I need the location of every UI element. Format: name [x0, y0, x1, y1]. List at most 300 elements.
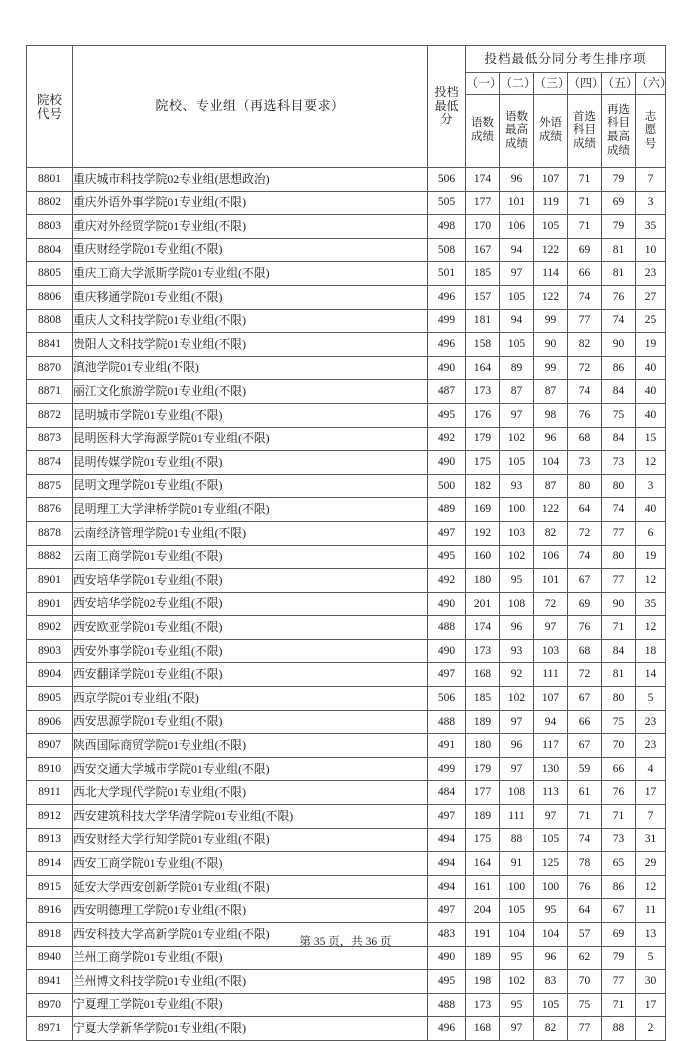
- cell-min-score: 505: [428, 191, 466, 215]
- cell-min-score: 496: [428, 285, 466, 309]
- cell-rank-5: 86: [602, 356, 636, 380]
- cell-rank-5: 66: [602, 757, 636, 781]
- rank-label-6-seg3: 号: [644, 137, 657, 150]
- cell-rank-1: 161: [466, 875, 500, 899]
- table-header: [27, 46, 673, 168]
- cell-school-code: 8901: [27, 592, 73, 616]
- cell-rank-3: 99: [534, 309, 568, 333]
- cell-rank-6: 40: [636, 356, 666, 380]
- table-row: [27, 215, 666, 239]
- cell-rank-4: 74: [568, 285, 602, 309]
- cell-rank-4: 74: [568, 828, 602, 852]
- cell-rank-4: 59: [568, 757, 602, 781]
- cell-rank-3: 83: [534, 970, 568, 994]
- table-row: [27, 498, 666, 522]
- header-rank-num-1: （一）: [466, 73, 500, 95]
- cell-school-major-group: 云南工商学院01专业组(不限): [73, 545, 428, 569]
- cell-rank-1: 157: [466, 285, 500, 309]
- cell-school-code: 8871: [27, 380, 73, 404]
- cell-rank-3: 105: [534, 828, 568, 852]
- header-school-major-group: 院校、专业组（再选科目要求）: [73, 46, 428, 168]
- cell-school-major-group: 重庆人文科技学院01专业组(不限): [73, 309, 428, 333]
- cell-rank-4: 68: [568, 639, 602, 663]
- cell-rank-6: 12: [636, 616, 666, 640]
- header-rank-label-foreign-language: [534, 95, 568, 168]
- cell-rank-1: 191: [466, 923, 500, 947]
- rank-label-3-seg2: 成绩: [539, 131, 562, 143]
- cell-rank-2: 108: [500, 781, 534, 805]
- cell-rank-2: 95: [500, 569, 534, 593]
- cell-rank-3: 113: [534, 781, 568, 805]
- cell-rank-5: 71: [602, 616, 636, 640]
- cell-school-major-group: 西安翻译学院01专业组(不限): [73, 663, 428, 687]
- table-row: [27, 474, 666, 498]
- cell-school-code: 8872: [27, 403, 73, 427]
- table-row: [27, 1017, 666, 1041]
- cell-school-code: 8904: [27, 663, 73, 687]
- header-row-group: [27, 46, 666, 73]
- cell-rank-3: 106: [534, 545, 568, 569]
- cell-rank-6: 2: [636, 1017, 666, 1041]
- cell-rank-2: 96: [500, 616, 534, 640]
- cell-rank-1: 167: [466, 238, 500, 262]
- cell-rank-5: 67: [602, 899, 636, 923]
- cell-rank-5: 77: [602, 970, 636, 994]
- cell-rank-1: 176: [466, 403, 500, 427]
- cell-min-score: 498: [428, 215, 466, 239]
- cell-rank-6: 31: [636, 828, 666, 852]
- cell-rank-3: 103: [534, 639, 568, 663]
- cell-rank-2: 96: [500, 734, 534, 758]
- cell-rank-4: 71: [568, 168, 602, 192]
- cell-rank-2: 100: [500, 875, 534, 899]
- cell-rank-2: 111: [500, 805, 534, 829]
- cell-rank-3: 104: [534, 923, 568, 947]
- cell-school-major-group: 西安思源学院01专业组(不限): [73, 710, 428, 734]
- cell-min-score: 492: [428, 569, 466, 593]
- header-rank-num-5: （五）: [602, 73, 636, 95]
- header-rank-num-6: （六）: [636, 73, 666, 95]
- cell-min-score: 501: [428, 262, 466, 286]
- table-row: [27, 734, 666, 758]
- cell-rank-3: 97: [534, 616, 568, 640]
- cell-rank-6: 14: [636, 663, 666, 687]
- cell-school-code: 8876: [27, 498, 73, 522]
- table-row: [27, 191, 666, 215]
- cell-rank-4: 78: [568, 852, 602, 876]
- table-row: [27, 828, 666, 852]
- cell-rank-2: 94: [500, 309, 534, 333]
- cell-rank-3: 107: [534, 687, 568, 711]
- cell-rank-6: 7: [636, 168, 666, 192]
- table-row: [27, 451, 666, 475]
- rank-label-4-seg2: 科目: [573, 124, 596, 137]
- cell-school-code: 8911: [27, 781, 73, 805]
- cell-rank-1: 170: [466, 215, 500, 239]
- cell-rank-3: 82: [534, 521, 568, 545]
- rank-label-5-seg4: 成绩: [607, 144, 630, 157]
- cell-min-score: 490: [428, 592, 466, 616]
- header-min-score-line2: 最低: [434, 98, 459, 113]
- table-row: [27, 993, 666, 1017]
- cell-rank-5: 80: [602, 474, 636, 498]
- cell-rank-1: 174: [466, 168, 500, 192]
- table-row: [27, 168, 666, 192]
- cell-rank-6: 11: [636, 899, 666, 923]
- cell-rank-2: 102: [500, 687, 534, 711]
- cell-rank-6: 18: [636, 639, 666, 663]
- cell-rank-2: 106: [500, 215, 534, 239]
- cell-school-major-group: 西京学院01专业组(不限): [73, 687, 428, 711]
- cell-rank-6: 12: [636, 875, 666, 899]
- rank-label-5-seg1: 再选: [607, 103, 630, 116]
- cell-rank-3: 117: [534, 734, 568, 758]
- cell-school-major-group: 西北大学现代学院01专业组(不限): [73, 781, 428, 805]
- cell-min-score: 491: [428, 734, 466, 758]
- cell-rank-1: 189: [466, 805, 500, 829]
- cell-min-score: 496: [428, 1017, 466, 1041]
- cell-school-major-group: 重庆对外经贸学院01专业组(不限): [73, 215, 428, 239]
- cell-rank-6: 23: [636, 710, 666, 734]
- cell-rank-6: 19: [636, 545, 666, 569]
- cell-rank-3: 107: [534, 168, 568, 192]
- table-row: [27, 781, 666, 805]
- table-row: [27, 262, 666, 286]
- cell-rank-6: 30: [636, 970, 666, 994]
- rank-label-3-seg1: 外语: [539, 117, 562, 130]
- table-row: [27, 946, 666, 970]
- cell-rank-1: 174: [466, 616, 500, 640]
- cell-school-major-group: 云南经济管理学院01专业组(不限): [73, 521, 428, 545]
- cell-rank-2: 91: [500, 852, 534, 876]
- cell-min-score: 496: [428, 333, 466, 357]
- cell-school-code: 8874: [27, 451, 73, 475]
- cell-rank-2: 102: [500, 970, 534, 994]
- table-row: [27, 663, 666, 687]
- cell-school-code: 8906: [27, 710, 73, 734]
- cell-min-score: 494: [428, 828, 466, 852]
- cell-rank-1: 168: [466, 663, 500, 687]
- cell-school-code: 8940: [27, 946, 73, 970]
- cell-rank-6: 25: [636, 309, 666, 333]
- cell-min-score: 497: [428, 521, 466, 545]
- cell-rank-5: 70: [602, 734, 636, 758]
- cell-rank-4: 68: [568, 427, 602, 451]
- cell-rank-6: 3: [636, 474, 666, 498]
- admission-score-table: [26, 45, 673, 1041]
- cell-rank-6: 5: [636, 946, 666, 970]
- cell-rank-2: 88: [500, 828, 534, 852]
- cell-rank-5: 81: [602, 663, 636, 687]
- cell-rank-4: 71: [568, 805, 602, 829]
- cell-rank-1: 173: [466, 639, 500, 663]
- cell-min-score: 494: [428, 875, 466, 899]
- rank-label-4-seg3: 成绩: [573, 137, 596, 150]
- cell-rank-1: 185: [466, 687, 500, 711]
- cell-school-code: 8841: [27, 333, 73, 357]
- cell-rank-6: 35: [636, 592, 666, 616]
- cell-rank-6: 23: [636, 262, 666, 286]
- cell-school-major-group: 昆明理工大学津桥学院01专业组(不限): [73, 498, 428, 522]
- cell-rank-6: 40: [636, 498, 666, 522]
- cell-rank-4: 72: [568, 356, 602, 380]
- cell-school-code: 8915: [27, 875, 73, 899]
- cell-rank-3: 96: [534, 427, 568, 451]
- cell-rank-1: 185: [466, 262, 500, 286]
- cell-rank-3: 87: [534, 474, 568, 498]
- header-school-code-line1: 院校: [36, 92, 62, 107]
- cell-rank-5: 90: [602, 333, 636, 357]
- cell-rank-2: 97: [500, 403, 534, 427]
- cell-rank-5: 74: [602, 309, 636, 333]
- rank-label-1-seg2: 成绩: [471, 131, 494, 143]
- cell-rank-1: 168: [466, 1017, 500, 1041]
- table-row: [27, 970, 666, 994]
- cell-rank-1: 182: [466, 474, 500, 498]
- cell-school-major-group: 西安工商学院01专业组(不限): [73, 852, 428, 876]
- cell-min-score: 506: [428, 168, 466, 192]
- cell-rank-4: 64: [568, 899, 602, 923]
- cell-rank-5: 77: [602, 521, 636, 545]
- header-rank-num-2: （二）: [500, 73, 534, 95]
- cell-school-code: 8907: [27, 734, 73, 758]
- cell-rank-3: 101: [534, 569, 568, 593]
- rank-label-1-seg1: 语数: [471, 117, 494, 130]
- cell-rank-2: 102: [500, 545, 534, 569]
- cell-rank-3: 119: [534, 191, 568, 215]
- cell-rank-2: 97: [500, 710, 534, 734]
- cell-school-code: 8803: [27, 215, 73, 239]
- header-min-score-line1: 投档: [434, 85, 459, 100]
- cell-rank-6: 23: [636, 734, 666, 758]
- cell-school-code: 8878: [27, 521, 73, 545]
- cell-rank-4: 75: [568, 993, 602, 1017]
- cell-rank-2: 96: [500, 168, 534, 192]
- cell-min-score: 494: [428, 852, 466, 876]
- cell-rank-4: 74: [568, 380, 602, 404]
- rank-label-5-seg3: 最高: [607, 131, 630, 143]
- cell-rank-1: 164: [466, 852, 500, 876]
- cell-rank-4: 72: [568, 663, 602, 687]
- cell-rank-5: 71: [602, 993, 636, 1017]
- cell-school-code: 8804: [27, 238, 73, 262]
- cell-rank-4: 57: [568, 923, 602, 947]
- cell-rank-6: 4: [636, 757, 666, 781]
- cell-school-major-group: 兰州工商学院01专业组(不限): [73, 946, 428, 970]
- cell-rank-1: 180: [466, 734, 500, 758]
- cell-rank-4: 76: [568, 875, 602, 899]
- table-row: [27, 380, 666, 404]
- cell-school-code: 8941: [27, 970, 73, 994]
- cell-rank-5: 81: [602, 262, 636, 286]
- header-rank-label-primary-subject: [568, 95, 602, 168]
- table-row: [27, 545, 666, 569]
- cell-rank-6: 29: [636, 852, 666, 876]
- cell-rank-3: 130: [534, 757, 568, 781]
- table-row: [27, 285, 666, 309]
- cell-rank-5: 69: [602, 923, 636, 947]
- table-row: [27, 403, 666, 427]
- cell-school-code: 8912: [27, 805, 73, 829]
- cell-rank-5: 90: [602, 592, 636, 616]
- cell-school-code: 8902: [27, 616, 73, 640]
- cell-min-score: 490: [428, 451, 466, 475]
- cell-min-score: 488: [428, 616, 466, 640]
- header-rank-label-secondary-subject-highest: [602, 95, 636, 168]
- cell-min-score: 490: [428, 946, 466, 970]
- cell-min-score: 495: [428, 545, 466, 569]
- cell-min-score: 488: [428, 710, 466, 734]
- rank-label-2-seg3: 成绩: [505, 137, 528, 150]
- cell-rank-6: 3: [636, 191, 666, 215]
- cell-rank-5: 84: [602, 427, 636, 451]
- table-row: [27, 356, 666, 380]
- header-min-score: [428, 46, 466, 168]
- cell-rank-4: 72: [568, 521, 602, 545]
- cell-rank-3: 96: [534, 946, 568, 970]
- header-rank-num-4: （四）: [568, 73, 602, 95]
- cell-rank-1: 164: [466, 356, 500, 380]
- cell-min-score: 484: [428, 781, 466, 805]
- cell-rank-3: 98: [534, 403, 568, 427]
- cell-school-code: 8913: [27, 828, 73, 852]
- cell-rank-1: 189: [466, 946, 500, 970]
- cell-school-code: 8870: [27, 356, 73, 380]
- table-row: [27, 333, 666, 357]
- rank-label-6-seg1: 志: [644, 110, 657, 123]
- cell-school-code: 8970: [27, 993, 73, 1017]
- cell-min-score: 487: [428, 380, 466, 404]
- cell-school-major-group: 西安科技大学高新学院01专业组(不限): [73, 923, 428, 947]
- cell-rank-4: 71: [568, 191, 602, 215]
- cell-school-major-group: 昆明城市学院01专业组(不限): [73, 403, 428, 427]
- cell-rank-4: 66: [568, 262, 602, 286]
- cell-school-major-group: 陕西国际商贸学院01专业组(不限): [73, 734, 428, 758]
- cell-rank-2: 97: [500, 262, 534, 286]
- cell-school-major-group: 宁夏大学新华学院01专业组(不限): [73, 1017, 428, 1041]
- cell-school-major-group: 宁夏理工学院01专业组(不限): [73, 993, 428, 1017]
- cell-rank-5: 88: [602, 1017, 636, 1041]
- cell-school-major-group: 西安财经大学行知学院01专业组(不限): [73, 828, 428, 852]
- cell-min-score: 499: [428, 757, 466, 781]
- cell-rank-2: 105: [500, 899, 534, 923]
- header-rank-group-title: 投档最低分同分考生排序项: [466, 46, 666, 73]
- cell-rank-2: 105: [500, 333, 534, 357]
- cell-rank-1: 198: [466, 970, 500, 994]
- cell-rank-1: 169: [466, 498, 500, 522]
- cell-min-score: 506: [428, 687, 466, 711]
- cell-rank-2: 103: [500, 521, 534, 545]
- cell-school-code: 8910: [27, 757, 73, 781]
- cell-school-major-group: 延安大学西安创新学院01专业组(不限): [73, 875, 428, 899]
- cell-rank-5: 69: [602, 191, 636, 215]
- cell-rank-4: 69: [568, 238, 602, 262]
- cell-rank-4: 64: [568, 498, 602, 522]
- cell-school-major-group: 西安外事学院01专业组(不限): [73, 639, 428, 663]
- cell-school-major-group: 西安欧亚学院01专业组(不限): [73, 616, 428, 640]
- cell-rank-4: 66: [568, 710, 602, 734]
- cell-rank-5: 65: [602, 852, 636, 876]
- cell-min-score: 483: [428, 923, 466, 947]
- cell-rank-4: 61: [568, 781, 602, 805]
- cell-rank-4: 62: [568, 946, 602, 970]
- cell-rank-2: 108: [500, 592, 534, 616]
- cell-rank-6: 10: [636, 238, 666, 262]
- cell-rank-4: 69: [568, 592, 602, 616]
- cell-school-code: 8914: [27, 852, 73, 876]
- cell-rank-3: 114: [534, 262, 568, 286]
- cell-rank-6: 12: [636, 569, 666, 593]
- rank-label-5-seg2: 科目: [607, 117, 630, 130]
- cell-rank-5: 81: [602, 238, 636, 262]
- cell-school-code: 8971: [27, 1017, 73, 1041]
- cell-rank-4: 70: [568, 970, 602, 994]
- cell-rank-1: 160: [466, 545, 500, 569]
- cell-rank-5: 84: [602, 639, 636, 663]
- cell-rank-3: 99: [534, 356, 568, 380]
- cell-rank-3: 104: [534, 451, 568, 475]
- cell-rank-3: 90: [534, 333, 568, 357]
- cell-rank-4: 67: [568, 569, 602, 593]
- cell-school-major-group: 兰州博文科技学院01专业组(不限): [73, 970, 428, 994]
- cell-rank-3: 72: [534, 592, 568, 616]
- cell-rank-1: 158: [466, 333, 500, 357]
- cell-rank-2: 97: [500, 757, 534, 781]
- cell-rank-1: 189: [466, 710, 500, 734]
- cell-rank-2: 100: [500, 498, 534, 522]
- cell-rank-3: 87: [534, 380, 568, 404]
- cell-rank-6: 7: [636, 805, 666, 829]
- cell-school-code: 8875: [27, 474, 73, 498]
- cell-rank-3: 122: [534, 498, 568, 522]
- cell-school-major-group: 贵阳人文科技学院01专业组(不限): [73, 333, 428, 357]
- cell-rank-3: 82: [534, 1017, 568, 1041]
- cell-school-code: 8805: [27, 262, 73, 286]
- cell-rank-1: 204: [466, 899, 500, 923]
- cell-rank-6: 40: [636, 403, 666, 427]
- table-row: [27, 852, 666, 876]
- cell-school-major-group: 西安培华学院02专业组(不限): [73, 592, 428, 616]
- cell-min-score: 489: [428, 498, 466, 522]
- cell-rank-1: 179: [466, 757, 500, 781]
- cell-min-score: 500: [428, 474, 466, 498]
- table-row: [27, 616, 666, 640]
- header-rank-num-3: （三）: [534, 73, 568, 95]
- cell-rank-1: 173: [466, 993, 500, 1017]
- table-row: [27, 805, 666, 829]
- cell-school-major-group: 重庆城市科技学院02专业组(思想政治): [73, 168, 428, 192]
- cell-rank-5: 74: [602, 498, 636, 522]
- cell-rank-4: 76: [568, 616, 602, 640]
- cell-rank-4: 77: [568, 309, 602, 333]
- header-rank-label-chinese-math: [466, 95, 500, 168]
- cell-rank-6: 17: [636, 781, 666, 805]
- page-footer: 第 35 页，共 36 页: [299, 936, 392, 948]
- header-rank-label-choice-number: [636, 95, 666, 168]
- cell-rank-5: 76: [602, 781, 636, 805]
- cell-min-score: 497: [428, 805, 466, 829]
- cell-min-score: 488: [428, 993, 466, 1017]
- cell-rank-3: 125: [534, 852, 568, 876]
- cell-rank-6: 15: [636, 427, 666, 451]
- cell-min-score: 495: [428, 403, 466, 427]
- cell-school-major-group: 滇池学院01专业组(不限): [73, 356, 428, 380]
- cell-school-major-group: 西安交通大学城市学院01专业组(不限): [73, 757, 428, 781]
- cell-rank-5: 75: [602, 710, 636, 734]
- cell-rank-4: 76: [568, 403, 602, 427]
- table-row: [27, 238, 666, 262]
- cell-rank-6: 17: [636, 993, 666, 1017]
